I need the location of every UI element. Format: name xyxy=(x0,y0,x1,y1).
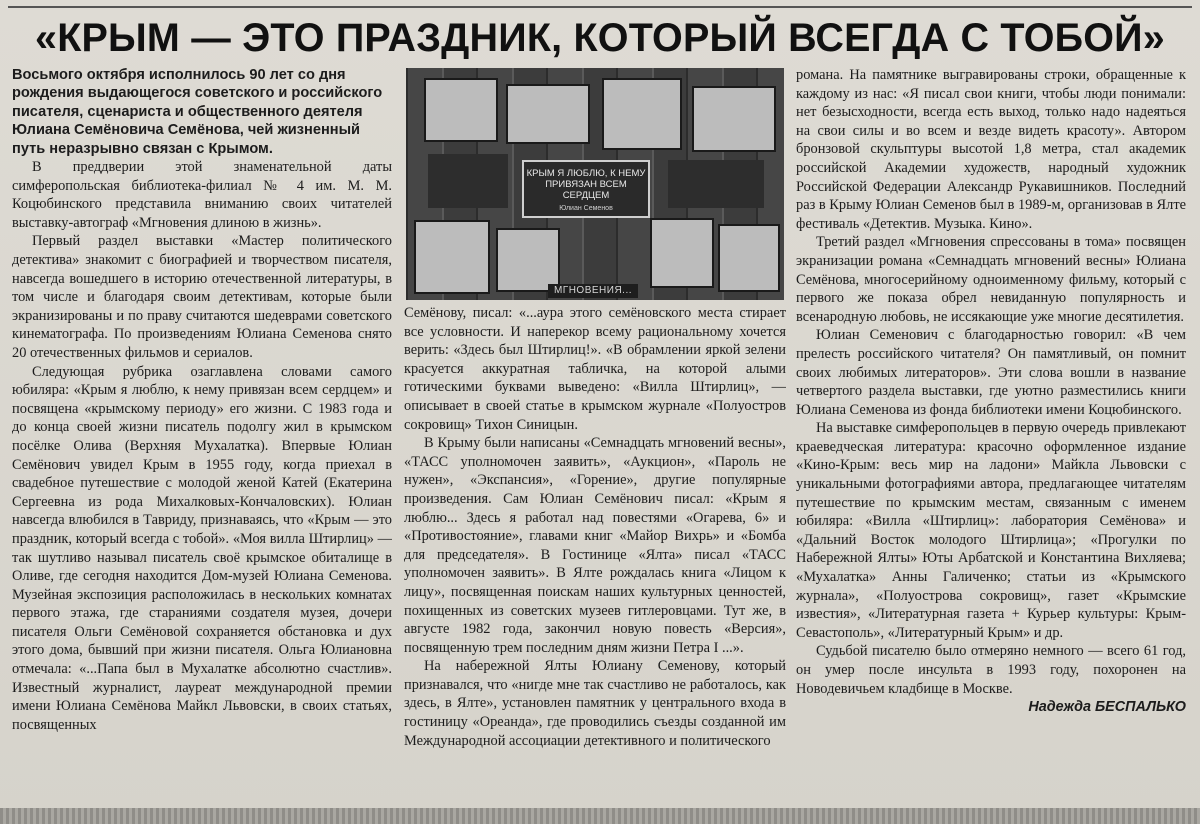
photo-book-panel xyxy=(496,228,560,292)
photo-book-panel xyxy=(602,78,682,150)
top-rule xyxy=(8,6,1192,8)
photo-book-panel xyxy=(718,224,780,292)
page-bottom-strip xyxy=(0,808,1200,824)
photo-book-panel xyxy=(424,78,498,142)
photo-caption: МГНОВЕНИЯ... xyxy=(548,284,638,298)
photo-book-panel xyxy=(506,84,590,144)
sign-text: КРЫМ Я ЛЮБЛЮ, К НЕМУ ПРИВЯЗАН ВСЕМ СЕРДЦЕМ xyxy=(526,168,646,201)
article-author: Надежда БЕСПАЛЬКО xyxy=(1028,699,1186,716)
article-lead: Восьмого октября исполнилось 90 лет со дня рождения выдающегося советского и российского писателя, сценариста и общественного деятеля Юлиана Семёновича Семёнова, чей жизненный путь неразрывно связан с Крымом. xyxy=(12,67,383,157)
paragraph: Первый раздел выставки «Мастер политического детектива» знакомит с биографией и творчеством писателя, навсегда вошедшего в историю отечественной литературы, в том числе и благодаря своим детективам, которые были экранизированы и по праву считаются шедеврами советского кинематографа. По произведениям Юлиана Семенова снято 20 отечественных фильмов и сериалов. xyxy=(12,233,392,361)
exhibition-sign xyxy=(522,160,650,218)
paragraph: В преддверии этой знаменательной даты симферопольская библиотека-филиал № 4 им. М. М. Коцюбинского представила вниманию своих читателей выставку-автограф «Мгновения длиною в жизнь». xyxy=(12,159,392,231)
paragraph: В Крыму были написаны «Семнадцать мгновений весны», «ТАСС уполномочен заявить», «Аукцион», «Пароль не нужен», «Экспансия», «Горение», другие популярные произведения. Сам Юлиан Семёнович писал: «Крым я люблю... Здесь я работал над повестями «Огарева, 6» и «Противостояние», главами книг «Майор Вихрь» и «Бомба для председателя». В Гостинице «Ялта» писал «ТАСС уполномочен заявить». В Ялте рождалась книга «Лицом к лицу», посвященная поискам наших культурных ценностей, похищенных из советских музеев гитлеровцами. Тут же, в августе 1982 года, закончил новую повесть «Версия», посвященную трем последним дням жизни Петра I ...». xyxy=(404,435,786,656)
paragraph: романа. На памятнике выгравированы строки, обращенные к каждому из нас: «Я писал свои книги, чтобы люди понимали: нет безысходности, всегда есть выход, только надо надеяться на свои силы и во всем и везде видеть красоту». Автором бронзовой скульптуры высотой 1,8 метра, стал академик российской Академии художеств, народный художник Российской Федерации Александр Рукавишников. Последний раз в Крыму Юлиан Семенов был в 1989-м, организовав в Ялте фестиваль «Детектив. Музыка. Кино». xyxy=(796,67,1186,232)
article-headline: «КРЫМ — ЭТО ПРАЗДНИК, КОТОРЫЙ ВСЕГДА С ТОБОЙ» xyxy=(35,16,1165,60)
photo-shadow xyxy=(428,154,508,208)
paragraph: Судьбой писателю было отмеряно немного — всего 61 год, он умер после инсульта в 1993 году, похоронен на Новодевичьем кладбище в Москве. xyxy=(796,643,1186,697)
photo-book-panel xyxy=(414,220,490,294)
exhibition-photo xyxy=(406,68,784,300)
paragraph: Третий раздел «Мгновения спрессованы в тома» посвящен экранизации романа «Семнадцать мгновений весны» Юлиана Семёнова, многосерийному одноименному фильму, который с первого же показа обрел невиданную популярность и всенародную любовь, не иссякающие уже многие десятилетия. xyxy=(796,234,1186,325)
paragraph: Семёнову, писал: «...аура этого семёновского места стирает все условности. И наперекор всему рациональному хочется верить: «Здесь был Штирлиц!». «В обрамлении яркой зелени красуется аккуратная табличка, на которой алыми готическими буквами выведено: «Вилла Штирлиц», — описывает в своей статье в крымском журнале «Полуостров сокровищ» Тихон Синицын. xyxy=(404,305,786,433)
paragraph: Следующая рубрика озаглавлена словами самого юбиляра: «Крым я люблю, к нему привязан всем сердцем» и посвящена «крымскому периоду» его жизни. С 1983 года и до конца своей жизни писатель подолгу жил в крымском посёлке Олива (Верхняя Мухалатка). Впервые Юлиан Семёнович увидел Крым в 1955 году, когда приехал в свадебное путешествие с молодой женой Катей (Екатерина Сергеевна из рода Михалковых-Кончаловских). Юлиан навсегда влюбился в Тавриду, признаваясь, что «Крым — это праздник, который всегда с тобой». «Моя вилла Штирлиц» — так шутливо называл писатель своё крымское обиталище в Оливе, где сегодня находится Дом-музей Юлиана Семенова. Музейная экспозиция расположилась в нескольких комнатах первого этажа, где стараниями создателя музея, дочери писателя Ольги Семёновой сохраняется обстановка и дух этого дома, бывший при жизни писателя. Ольга Юлиановна отмечала: «...Папа был в Мухалатке абсолютно счастлив». Известный журналист, лауреат международной премии имени Юлиана Семёнова Майкл Львовски, в своих статьях, посвященных xyxy=(12,363,392,733)
column-2 xyxy=(404,304,786,804)
paragraph: На набережной Ялты Юлиану Семенову, который признавался, что «нигде мне так счастливо не работалось, как здесь, в Ялте», установлен памятник у центрального входа в гостиницу «Ореанда», где проводились съезды созданной им Международной ассоциации детективного и политического xyxy=(404,658,786,749)
photo-book-panel xyxy=(650,218,714,288)
column-3 xyxy=(796,66,1186,808)
paragraph: На выставке симферопольцев в первую очередь привлекают краеведческая литература: красочно оформленное издание «Кино-Крым: весь мир на ладони» Майкла Львовски с уникальными фотографиями автора, предлагающее читателям путешествие по крымским местам, связанным с именем юбиляра: «Вилла «Штирлиц»: лаборатория Семёнова» и «Дальний Восток молодого Штирлица»; «Прогулки по Набережной Ялты» Юты Арбатской и Константина Вихляева; «Мухалатка» Анны Галиченко; статьи из «Крымского журнала», «Полуострова сокровищ», газет «Крымские известия», «Литературная газета + Курьер культуры: Крым-Севастополь», «Литературный Крым» и др. xyxy=(796,420,1186,641)
photo-shadow xyxy=(668,160,764,208)
paragraph: Юлиан Семенович с благодарностью говорил: «В чем прелесть российского читателя? Он памятливый, он помнит своих любимых литераторов». Эти слова вошли в название четвертого раздела выставки, где уютно разместились книги Юлиана Семенова из фонда библиотеки имени Коцюбинского. xyxy=(796,327,1186,418)
sign-author: Юлиан Семенов xyxy=(559,205,613,212)
photo-book-panel xyxy=(692,86,776,152)
column-1 xyxy=(12,66,392,808)
